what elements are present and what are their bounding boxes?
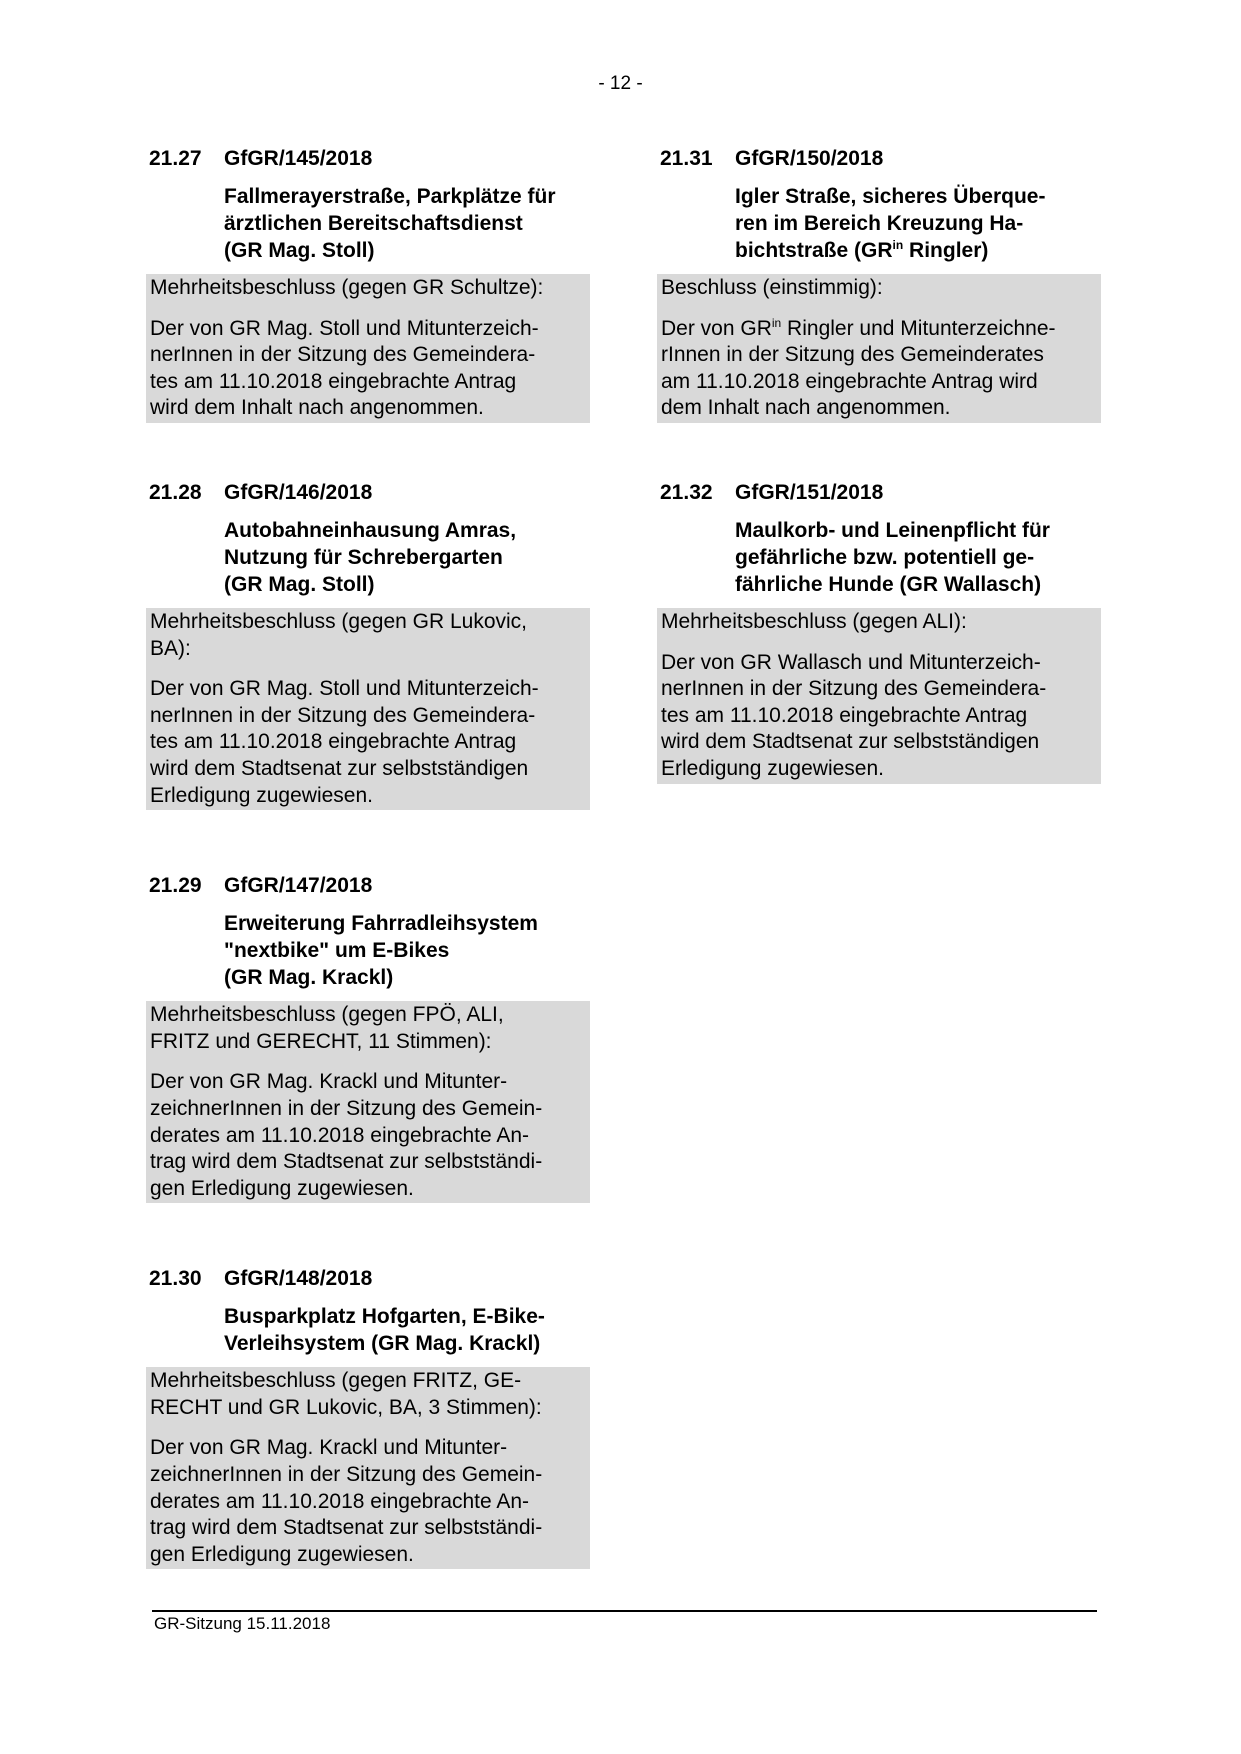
- title-line: Igler Straße, sicheres Überque-: [735, 185, 1046, 208]
- text-line: tes am 11.10.2018 eingebrachte Antrag: [661, 703, 1028, 727]
- item-reference: GfGR/147/2018: [224, 874, 373, 898]
- title-line: Busparkplatz Hofgarten, E-Bike-: [224, 1305, 545, 1329]
- resolution-text: [150, 1421, 586, 1569]
- text-line: gen Erledigung zugewiesen.: [150, 1176, 414, 1200]
- title-line: (GR Mag. Krackl): [224, 966, 394, 990]
- footer-text: GR-Sitzung 15.11.2018: [154, 1614, 331, 1633]
- right-column: [657, 145, 1101, 840]
- title-line: Autobahneinhausung Amras,: [224, 518, 517, 542]
- item-title: [224, 183, 590, 264]
- resolution-box: [146, 274, 590, 423]
- text-line: am 11.10.2018 eingebrachte Antrag wird: [661, 369, 1038, 393]
- item-number: 21.29: [149, 874, 202, 898]
- resolution-status: [661, 274, 1097, 302]
- text-line-part: Der von GR: [661, 316, 772, 340]
- status-line: Mehrheitsbeschluss (gegen ALI):: [661, 609, 967, 633]
- item-reference: GfGR/150/2018: [735, 147, 884, 170]
- text-line: gen Erledigung zugewiesen.: [150, 1542, 414, 1566]
- resolution-text: [150, 1055, 586, 1203]
- page-number: - 12 -: [598, 73, 643, 94]
- item-title: [224, 910, 590, 991]
- footer-divider: [152, 1610, 1097, 1612]
- title-line: gefährliche bzw. potentiell ge-: [735, 545, 1035, 569]
- item-number: 21.28: [149, 480, 202, 504]
- title-line: "nextbike" um E-Bikes: [224, 939, 450, 963]
- text-line: nerInnen in der Sitzung des Gemeindera-: [150, 703, 536, 727]
- text-line: wird dem Inhalt nach angenommen.: [150, 396, 484, 420]
- text-line: Der von GR Mag. Krackl und Mitunter-: [150, 1436, 508, 1460]
- title-line: ärztlichen Bereitschaftsdienst: [224, 212, 523, 235]
- text-line: trag wird dem Stadtsenat zur selbstständi-: [150, 1516, 543, 1540]
- title-line: Erweiterung Fahrradleihsystem: [224, 912, 538, 936]
- resolution-status: [150, 1001, 586, 1055]
- resolution-box: [146, 1001, 590, 1203]
- item-heading: [146, 145, 590, 172]
- agenda-item-21-29: [146, 872, 590, 1203]
- status-line: RECHT und GR Lukovic, BA, 3 Stimmen):: [150, 1395, 542, 1419]
- item-number: 21.27: [149, 147, 202, 170]
- item-reference: GfGR/151/2018: [735, 480, 884, 504]
- title-line: fährliche Hunde (GR Wallasch): [735, 572, 1042, 596]
- status-line: BA):: [150, 636, 191, 660]
- text-line: nerInnen in der Sitzung des Gemeindera-: [150, 343, 536, 367]
- item-heading: [146, 872, 590, 899]
- item-heading: [657, 145, 1101, 172]
- title-line-part: Ringler): [903, 239, 989, 262]
- resolution-box: [146, 608, 590, 810]
- item-number: 21.32: [660, 480, 713, 504]
- text-line: trag wird dem Stadtsenat zur selbstständi-: [150, 1150, 543, 1174]
- resolution-box: [657, 608, 1101, 784]
- text-line: Der von GR Mag. Stoll und Mitunterzeich-: [150, 677, 539, 701]
- resolution-text: [661, 302, 1097, 423]
- title-line: Fallmerayerstraße, Parkplätze für: [224, 185, 556, 208]
- resolution-box: [657, 274, 1101, 423]
- agenda-item-21-27: [146, 145, 590, 423]
- resolution-box: [146, 1367, 590, 1569]
- title-line: Maulkorb- und Leinenpflicht für: [735, 518, 1050, 542]
- item-reference: GfGR/145/2018: [224, 147, 373, 170]
- text-line: tes am 11.10.2018 eingebrachte Antrag: [150, 369, 517, 393]
- superscript: in: [771, 315, 782, 330]
- item-number: 21.30: [149, 1267, 202, 1291]
- text-line: Der von GR Mag. Krackl und Mitunter-: [150, 1070, 508, 1094]
- agenda-item-21-32: [657, 479, 1101, 784]
- item-title: [735, 183, 1101, 264]
- text-line: zeichnerInnen in der Sitzung des Gemein-: [150, 1096, 543, 1120]
- item-reference: GfGR/148/2018: [224, 1267, 373, 1291]
- text-line: tes am 11.10.2018 eingebrachte Antrag: [150, 730, 517, 754]
- title-line: [735, 237, 1101, 264]
- resolution-status: [150, 1367, 586, 1421]
- text-line: derates am 11.10.2018 eingebrachte An-: [150, 1123, 530, 1147]
- title-line: Nutzung für Schrebergarten: [224, 545, 503, 569]
- status-line: Beschluss (einstimmig):: [661, 276, 883, 299]
- resolution-status: [661, 608, 1097, 636]
- text-line: wird dem Stadtsenat zur selbstständigen: [661, 730, 1040, 754]
- title-line: (GR Mag. Stoll): [224, 239, 375, 262]
- text-line: derates am 11.10.2018 eingebrachte An-: [150, 1489, 530, 1513]
- title-line: Verleihsystem (GR Mag. Krackl): [224, 1332, 541, 1356]
- resolution-text: [150, 662, 586, 810]
- item-title: [224, 1303, 590, 1357]
- status-line: Mehrheitsbeschluss (gegen GR Lukovic,: [150, 609, 528, 633]
- text-line: Der von GR Wallasch und Mitunterzeich-: [661, 650, 1041, 674]
- text-line: rInnen in der Sitzung des Gemeinderates: [661, 343, 1044, 367]
- agenda-item-21-28: [146, 479, 590, 810]
- item-heading: [146, 479, 590, 506]
- text-line-part: Ringler und Mitunterzeichne-: [781, 316, 1056, 340]
- agenda-item-21-30: [146, 1265, 590, 1569]
- resolution-status: [150, 274, 586, 302]
- title-line: (GR Mag. Stoll): [224, 572, 375, 596]
- left-column: [146, 145, 590, 1625]
- status-line: Mehrheitsbeschluss (gegen FRITZ, GE-: [150, 1369, 522, 1393]
- agenda-item-21-31: [657, 145, 1101, 423]
- superscript: in: [892, 238, 904, 252]
- item-heading: [146, 1265, 590, 1292]
- resolution-status: [150, 608, 586, 662]
- text-line: wird dem Stadtsenat zur selbstständigen: [150, 756, 529, 780]
- text-line: Erledigung zugewiesen.: [661, 756, 884, 780]
- item-reference: GfGR/146/2018: [224, 480, 373, 504]
- title-line-part: bichtstraße (GR: [735, 239, 893, 262]
- item-number: 21.31: [660, 147, 713, 170]
- text-line: Erledigung zugewiesen.: [150, 783, 373, 807]
- title-line: ren im Bereich Kreuzung Ha-: [735, 212, 1024, 235]
- resolution-text: [150, 302, 586, 423]
- item-title: [735, 517, 1101, 598]
- text-line: nerInnen in der Sitzung des Gemeindera-: [661, 677, 1047, 701]
- text-line: [661, 316, 1097, 343]
- resolution-text: [661, 636, 1097, 784]
- text-line: dem Inhalt nach angenommen.: [661, 396, 951, 420]
- status-line: Mehrheitsbeschluss (gegen GR Schultze):: [150, 276, 544, 299]
- text-line: Der von GR Mag. Stoll und Mitunterzeich-: [150, 316, 539, 340]
- item-title: [224, 517, 590, 598]
- status-line: Mehrheitsbeschluss (gegen FPÖ, ALI,: [150, 1003, 504, 1027]
- text-line: zeichnerInnen in der Sitzung des Gemein-: [150, 1463, 543, 1487]
- status-line: FRITZ und GERECHT, 11 Stimmen):: [150, 1029, 492, 1053]
- item-heading: [657, 479, 1101, 506]
